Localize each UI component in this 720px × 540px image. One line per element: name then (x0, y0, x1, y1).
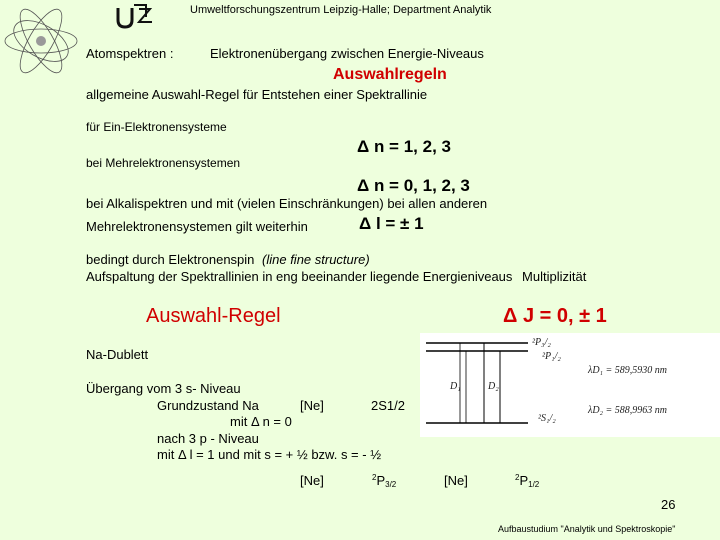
page-number: 26 (661, 497, 676, 512)
topic-label: Atomspektren : (86, 46, 174, 61)
delta-symbol: Δ (250, 414, 259, 429)
delta-symbol: Δ (177, 447, 186, 462)
selection-rule-value: J = 0, ± 1 (522, 305, 607, 327)
alkali-rule (359, 214, 424, 234)
multiplicity-label: Multiplizität (522, 269, 587, 284)
d1-label: D₁ (450, 381, 461, 392)
delta-symbol: Δ (503, 305, 518, 327)
level-s12-label: ²S₁/₂ (538, 413, 556, 424)
na-doublet-figure (420, 333, 720, 437)
one-electron-rule (357, 137, 451, 157)
topic-subtitle: Elektronenübergang zwischen Energie-Niveaus (210, 46, 484, 61)
delta-symbol: Δ (359, 214, 372, 233)
term1-j: 3/2 (385, 480, 397, 489)
selection-rule-label: Auswahl-Regel (146, 305, 281, 327)
transition-line3-value: n = 0 (262, 414, 292, 429)
term2-multiplicity: 2 (515, 473, 520, 482)
term2-j: 1/2 (528, 480, 540, 489)
term1-letter: P (376, 473, 386, 488)
spin-line1 (86, 252, 370, 267)
ufz-logo (112, 0, 157, 30)
spin-line1-note: (line fine structure) (262, 252, 370, 267)
term1-symbol (372, 473, 396, 489)
delta-symbol: Δ (357, 137, 370, 156)
atom-logo (0, 0, 82, 82)
term2-config: [Ne] (444, 473, 468, 488)
institute-header: Umweltforschungszentrum Leipzig-Halle; Department Analytik (190, 4, 492, 16)
level-p12-label: ²P₁/₂ (542, 351, 561, 362)
lambda-d2-label: λD₂ = 588,9963 nm (588, 405, 667, 416)
term2-letter: P (519, 473, 529, 488)
term2-symbol (515, 473, 539, 489)
term1-multiplicity: 2 (372, 473, 377, 482)
footer-course: Aufbaustudium "Analytik und Spektroskopie" (498, 524, 676, 534)
delta-symbol: Δ (357, 176, 370, 195)
one-electron-rule-value: n = 1, 2, 3 (373, 137, 451, 156)
alkali-rule-value: l = ± 1 (375, 214, 424, 233)
spin-line2 (86, 269, 586, 284)
spin-line2-text: Aufspaltung der Spektrallinien in eng beeinander liegende Energieniveaus (86, 269, 513, 284)
one-electron-label: für Ein-Elektronensysteme (86, 120, 227, 134)
ground-state-config: [Ne] (300, 398, 324, 413)
transition-line1: Übergang vom 3 s- Niveau (86, 381, 241, 396)
transition-line4: nach 3 p - Niveau (157, 431, 259, 446)
lambda-d1-label: λD₁ = 589,5930 nm (588, 365, 667, 376)
ground-state-term: 2S1/2 (371, 398, 405, 413)
level-p32-label: ²P₃/₂ (532, 337, 551, 348)
transition-line3 (230, 414, 292, 429)
spin-line1-text: bedingt durch Elektronenspin (86, 252, 255, 267)
transition-line5-value: l = 1 und mit s = + ½ bzw. s = - ½ (189, 447, 382, 462)
heading-auswahlregeln: Auswahlregeln (333, 66, 447, 83)
alkali-text-line2: Mehrelektronensystemen gilt weiterhin (86, 219, 308, 234)
transition-line5 (157, 447, 381, 462)
transition-line3-prefix: mit (230, 414, 248, 429)
ground-state-label: Grundzustand Na (157, 398, 259, 413)
d2-label: D₂ (488, 381, 499, 392)
selection-rule-formula (503, 305, 607, 328)
transition-line5-prefix: mit (157, 447, 175, 462)
multi-electron-rule (357, 176, 470, 196)
alkali-text-line1: bei Alkalispektren und mit (vielen Einschränkungen) bei allen anderen (86, 196, 488, 211)
na-doublet-label: Na-Dublett (86, 347, 149, 362)
general-rule-text: allgemeine Auswahl-Regel für Entstehen einer Spektrallinie (86, 87, 428, 102)
multi-electron-rule-value: n = 0, 1, 2, 3 (373, 176, 470, 195)
term1-config: [Ne] (300, 473, 324, 488)
multi-electron-label: bei Mehrelektronensystemen (86, 156, 241, 170)
